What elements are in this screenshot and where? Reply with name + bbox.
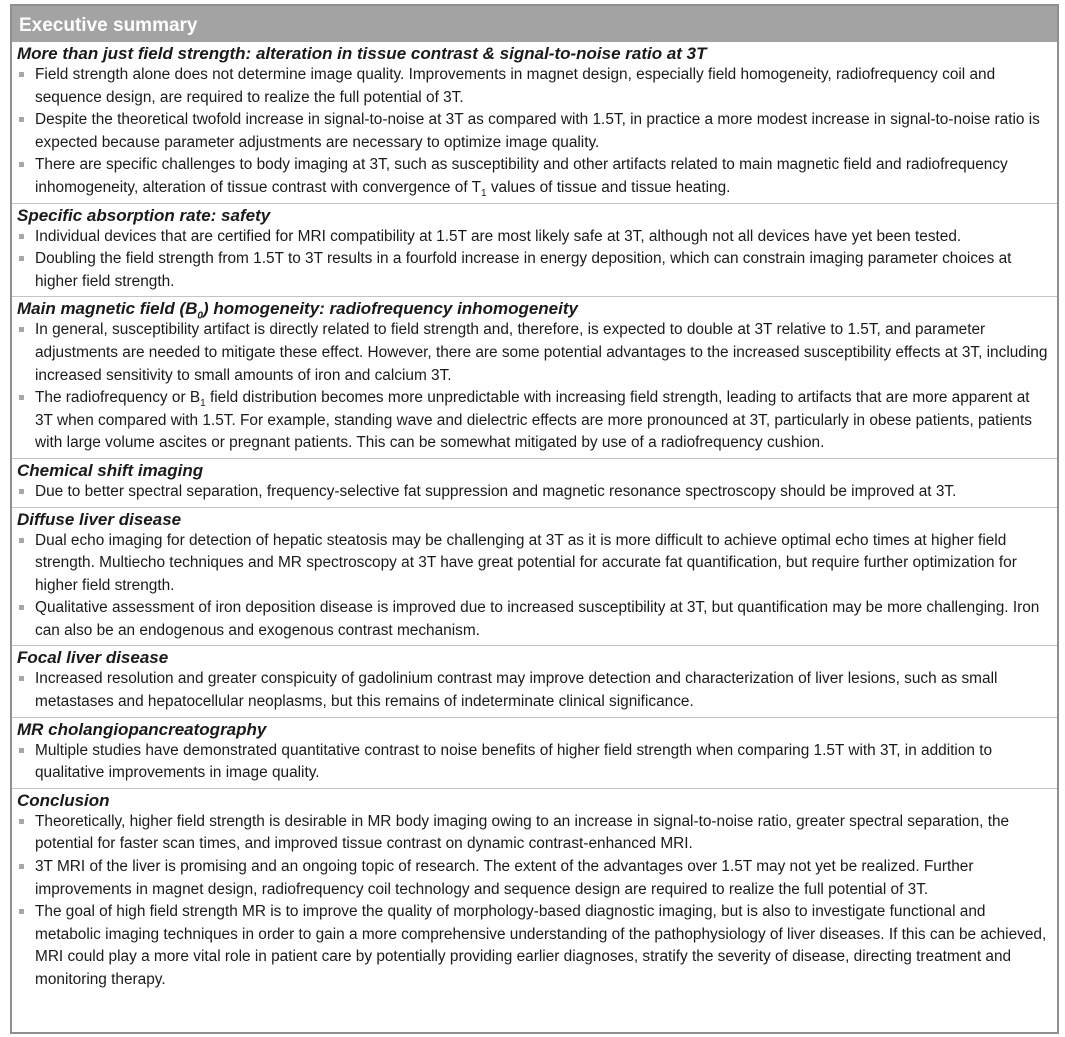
summary-section bbox=[12, 296, 1057, 458]
bullet-text: The goal of high field strength MR is to improve the quality of morphology-based diagnostic imaging, but is also to investigate functional and metabolic imaging techniques in order to gain a more comprehensive understanding of the pathophysiology of liver diseases. If this can be achieved, MRI could play a more vital role in patient care by potentially providing earlier diagnoses, stratify the severity of disease, directing treatment and monitoring therapy. bbox=[35, 903, 1047, 988]
bullet-item bbox=[17, 597, 1049, 642]
square-bullet-icon bbox=[19, 605, 24, 610]
bullet-item bbox=[17, 319, 1049, 387]
bullet-text: Increased resolution and greater conspicuity of gadolinium contrast may improve detection and characterization of liver lesions, such as small metastases and hepatocellular neoplasms, but this remains of indeterminate clinical significance. bbox=[35, 670, 998, 711]
summary-section bbox=[12, 42, 1057, 203]
section-title: Specific absorption rate: safety bbox=[17, 205, 271, 225]
square-bullet-icon bbox=[19, 395, 24, 400]
bullet-item bbox=[17, 226, 1049, 249]
bullet-item bbox=[17, 387, 1049, 455]
section-title: MR cholangiopancreatography bbox=[17, 719, 267, 739]
bullet-list bbox=[17, 481, 1049, 504]
bullet-item bbox=[17, 530, 1049, 598]
bullet-list bbox=[17, 740, 1049, 785]
summary-section bbox=[12, 717, 1057, 788]
summary-section bbox=[12, 645, 1057, 716]
square-bullet-icon bbox=[19, 864, 24, 869]
bullet-text: Multiple studies have demonstrated quantitative contrast to noise benefits of higher field strength when comparing 1.5T with 3T, in addition to qualitative improvements in image quality. bbox=[35, 741, 993, 782]
bullet-text: Individual devices that are certified for MRI compatibility at 1.5T are most likely safe at 3T, although not all devices have yet been tested. bbox=[35, 227, 962, 245]
square-bullet-icon bbox=[19, 538, 24, 543]
section-title: Conclusion bbox=[17, 790, 110, 810]
bullet-item bbox=[17, 248, 1049, 293]
bullet-list bbox=[17, 530, 1049, 643]
bullet-item bbox=[17, 154, 1049, 199]
summary-header: Executive summary bbox=[12, 6, 1057, 42]
bullet-item bbox=[17, 856, 1049, 901]
square-bullet-icon bbox=[19, 327, 24, 332]
bullet-item bbox=[17, 64, 1049, 109]
bullet-text: Due to better spectral separation, frequency-selective fat suppression and magnetic resonance spectroscopy should be improved at 3T. bbox=[35, 482, 957, 500]
square-bullet-icon bbox=[19, 489, 24, 494]
square-bullet-icon bbox=[19, 909, 24, 914]
bullet-item bbox=[17, 668, 1049, 713]
summary-sections bbox=[12, 42, 1057, 995]
section-title: Diffuse liver disease bbox=[17, 509, 182, 529]
bullet-item bbox=[17, 481, 1049, 504]
bullet-text: There are specific challenges to body imaging at 3T, such as susceptibility and other artifacts related to main magnetic field and radiofrequency inhomogeneity, alteration of tissue contrast with convergence of $T_1$ values of tissue and tissue heating. bbox=[35, 156, 1008, 200]
summary-section bbox=[12, 203, 1057, 297]
section-title: More than just field strength: alteration in tissue contrast & signal-to-noise ratio at 3T bbox=[17, 44, 707, 63]
square-bullet-icon bbox=[19, 72, 24, 77]
bullet-text: Doubling the field strength from 1.5T to 3T results in a fourfold increase in energy deposition, which can constrain imaging parameter choices at higher field strength. bbox=[35, 250, 1012, 290]
bullet-list bbox=[17, 64, 1049, 200]
square-bullet-icon bbox=[19, 117, 24, 122]
bullet-text: Dual echo imaging for detection of hepatic steatosis may be challenging at 3T as it is more difficult to achieve optimal echo times at higher field strength. Multiecho techniques and MR spectroscopy at 3T have great potential for accurate fat quantification, but require further optimization for higher field strength. bbox=[35, 531, 1017, 594]
bullet-list bbox=[17, 319, 1049, 455]
bullet-text: Despite the theoretical twofold increase in signal-to-noise at 3T as compared with 1.5T, in practice a more modest increase in signal-to-noise ratio is expected because parameter adjustments are necessary to optimize image quality. bbox=[35, 111, 1040, 151]
bullet-list bbox=[17, 811, 1049, 992]
square-bullet-icon bbox=[19, 234, 24, 239]
square-bullet-icon bbox=[19, 748, 24, 753]
section-title: Main magnetic field $(B_0)$ homogeneity: radiofrequency inhomogeneity bbox=[17, 299, 578, 322]
bullet-text: Qualitative assessment of iron deposition disease is improved due to increased susceptibility at 3T, but quantification may be more challenging. Iron can also be an endogenous and exogenous contrast mechanism. bbox=[35, 599, 1040, 639]
summary-section bbox=[12, 458, 1057, 507]
bullet-text: The radiofrequency or $B_1$ field distribution becomes more unpredictable with increasing field strength, leading to artifacts that are more apparent at 3T when compared with 1.5T. For example, standing wave and dielectric effects are more pronounced at 3T, particularly in obese patients, patients with large volume ascites or pregnant patients. This can be somewhat mitigated by use of a radiofrequency cushion. bbox=[35, 389, 1032, 452]
bullet-text: Theoretically, higher field strength is desirable in MR body imaging owing to an increase in signal-to-noise ratio, greater spectral separation, the potential for faster scan times, and improved tissue contrast on dynamic contrast-enhanced MRI. bbox=[35, 812, 1010, 853]
square-bullet-icon bbox=[19, 819, 24, 824]
summary-section bbox=[12, 788, 1057, 995]
square-bullet-icon bbox=[19, 256, 24, 261]
bullet-item bbox=[17, 740, 1049, 785]
summary-section bbox=[12, 507, 1057, 646]
bullet-item bbox=[17, 901, 1049, 991]
bullet-item bbox=[17, 811, 1049, 856]
square-bullet-icon bbox=[19, 162, 24, 167]
bullet-item bbox=[17, 109, 1049, 154]
section-title: Focal liver disease bbox=[17, 648, 169, 668]
executive-summary-box bbox=[10, 4, 1059, 1034]
square-bullet-icon bbox=[19, 676, 24, 681]
bullet-text: 3T MRI of the liver is promising and an ongoing topic of research. The extent of the advantages over 1.5T may not yet be realized. Further improvements in magnet design, radiofrequency coil technology and sequence design are required to realize the full potential of 3T. bbox=[35, 858, 974, 898]
bullet-text: In general, susceptibility artifact is directly related to field strength and, therefore, is expected to double at 3T relative to 1.5T, and parameter adjustments are needed to mitigate these effect. However, there are some potential advantages to the increased susceptibility effects at 3T, including increased sensitivity to small amounts of iron and calcium 3T. bbox=[35, 321, 1048, 384]
bullet-list bbox=[17, 226, 1049, 294]
section-title: Chemical shift imaging bbox=[17, 460, 204, 480]
bullet-list bbox=[17, 668, 1049, 713]
bullet-text: Field strength alone does not determine image quality. Improvements in magnet design, especially field homogeneity, radiofrequency coil and sequence design, are required to realize the full potential of 3T. bbox=[35, 66, 996, 106]
